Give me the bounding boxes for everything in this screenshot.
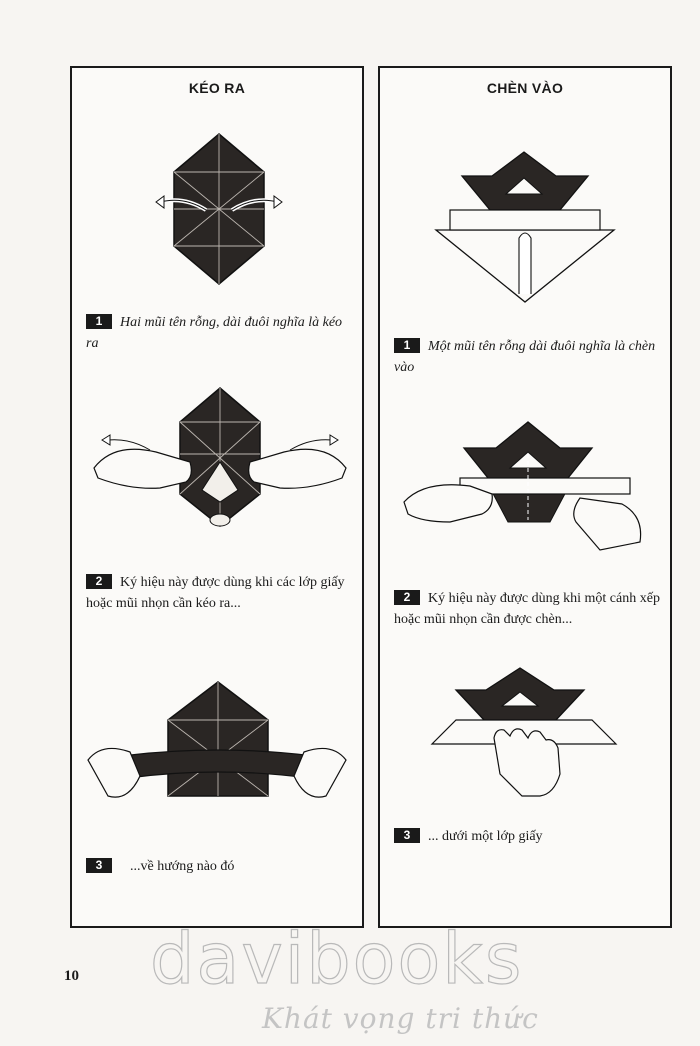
- step-1-insert: [394, 336, 662, 378]
- step-text: Hai mũi tên rỗng, dài đuôi nghĩa là kéo ra: [86, 315, 343, 351]
- step-3-pull-out: [86, 856, 354, 877]
- origami-pull-out-diagram-3: [82, 678, 352, 818]
- origami-pull-out-diagram-1: [154, 132, 284, 292]
- step-2-pull-out: [86, 572, 354, 614]
- step-number-badge: 2: [394, 590, 420, 605]
- step-2-insert: [394, 588, 662, 630]
- step-3-insert: [394, 826, 662, 847]
- watermark-slogan: Khát vọng tri thức: [262, 1002, 539, 1035]
- step-text: ...về hướng nào đó: [130, 859, 235, 874]
- step-text: Ký hiệu này được dùng khi một cánh xếp hoặc mũi nhọn cần được chèn...: [394, 591, 660, 627]
- step-text: Ký hiệu này được dùng khi các lớp giấy hoặc mũi nhọn cần kéo ra...: [86, 575, 345, 611]
- left-panel: [70, 66, 364, 928]
- step-number-badge: 3: [394, 828, 420, 843]
- page-number: 10: [64, 968, 79, 984]
- right-panel: [378, 66, 672, 928]
- origami-insert-diagram-3: [430, 664, 620, 804]
- watermark-brand: davibooks: [150, 918, 524, 1000]
- origami-pull-out-diagram-2: [90, 384, 350, 534]
- step-1-pull-out: [86, 312, 354, 354]
- origami-insert-diagram-1: [432, 148, 618, 308]
- panel-title-pull-out: KÉO RA: [188, 80, 246, 96]
- step-text: Một mũi tên rỗng dài đuôi nghĩa là chèn vào: [394, 339, 656, 375]
- origami-insert-diagram-2: [400, 418, 650, 558]
- step-number-badge: 1: [86, 314, 112, 329]
- step-number-badge: 3: [86, 858, 112, 873]
- step-number-badge: 2: [86, 574, 112, 589]
- step-number-badge: 1: [394, 338, 420, 353]
- step-text: ... dưới một lớp giấy: [428, 829, 543, 844]
- panel-title-insert: CHÈN VÀO: [486, 80, 564, 96]
